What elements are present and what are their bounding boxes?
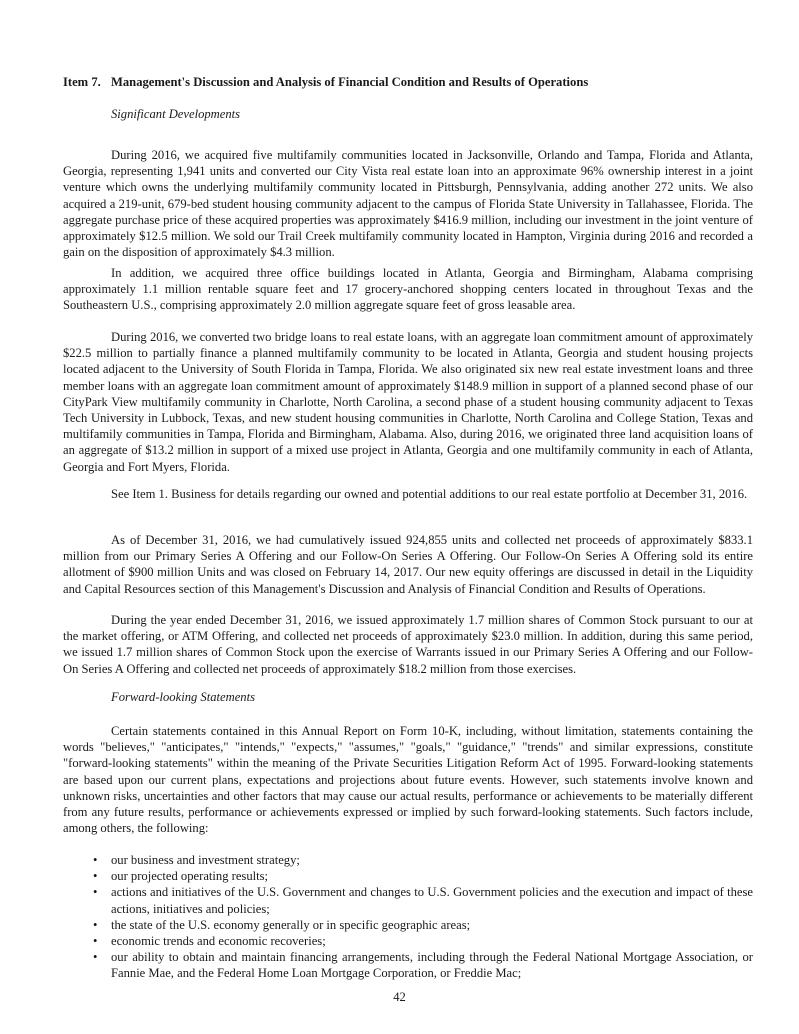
bullet-icon: •: [93, 934, 98, 949]
paragraph-forward-looking: Certain statements contained in this Annual Report on Form 10-K, including, without limitation, statements containing the words "believes," "anticipates," "intends," "expects," "assumes," "goals," "guidance," "trends" and similar expressions, constitute "forward-looking statements" within the meaning of the Private Securities Litigation Reform Act of 1995. Forward-looking statements are based upon our current plans, expectations and projections about future events. However, such statements involve known and unknown risks, uncertainties and other factors that may cause our actual results, performance or achievements to be materially different from any future results, performance or achievements expressed or implied by such forward-looking statements. Such factors include, among others, the following:: [63, 724, 753, 836]
bullet-icon: •: [93, 917, 98, 932]
list-item: • the state of the U.S. economy generally or in specific geographic areas;: [93, 917, 471, 932]
bullet-icon: •: [93, 853, 98, 867]
paragraph-see-item-1: See Item 1. Business for details regarding our owned and potential additions to our real estate portfolio at December 31, 2016.: [111, 487, 748, 501]
list-item: • economic trends and economic recoveries;: [93, 934, 326, 949]
list-item: • our business and investment strategy;: [93, 853, 300, 867]
risk-factor-list: [63, 852, 753, 982]
section-title-significant-developments: Significant Developments: [111, 107, 241, 121]
bullet-icon: •: [93, 869, 98, 884]
bullet-icon: •: [93, 885, 98, 900]
list-item: • our ability to obtain and maintain financing arrangements, including through the Federal National Mortgage Association, or Fannie Mae, and the Federal Home Loan Mortgage Corporation, or Freddie Mac;: [93, 950, 753, 981]
paragraph-series-a-offering: As of December 31, 2016, we had cumulatively issued 924,855 units and collected net proceeds of approximately $833.1 million from our Primary Series A Offering and our Follow-On Series A Offering. Our Follow-On Series A Offering sold its entire allotment of $900 million Units and was closed on February 14, 2017. Our new equity offerings are discussed in detail in the Liquidity and Capital Resources section of this Management's Discussion and Analysis of Financial Condition and Results of Operations.: [63, 533, 753, 596]
item-number: Item 7.: [63, 75, 101, 89]
paragraph-loans: During 2016, we converted two bridge loans to real estate loans, with an aggregate loan commitment amount of approximately $22.5 million to partially finance a planned multifamily community to be located in Atlanta, Georgia and student housing projects located adjacent to the University of South Florida in Tampa, Florida. We also originated six new real estate investment loans and three member loans with an aggregate loan commitment amount of approximately $148.9 million in support of a planned second phase of our CityPark View multifamily community in Charlotte, North Carolina, a second phase of a student housing community adjacent to Texas Tech University in Lubbock, Texas, and new student housing communities in Charlotte, North Carolina and College Station, Texas and multifamily communities in Tampa, Florida and Birmingham, Alabama. Also, during 2016, we originated three land acquisition loans of an aggregate of $13.2 million in support of a mixed use project in Atlanta, Georgia and one multifamily community in each of Atlanta, Georgia and Fort Myers, Florida.: [63, 330, 753, 474]
list-item: • actions and initiatives of the U.S. Government and changes to U.S. Government policies and the execution and impact of these actions, initiatives and policies;: [93, 885, 753, 916]
item-title: Management's Discussion and Analysis of Financial Condition and Results of Operations: [111, 75, 589, 89]
page-number: 42: [393, 990, 406, 1004]
bullet-icon: •: [93, 950, 98, 965]
list-item: • our projected operating results;: [93, 869, 269, 884]
item-heading: [63, 74, 588, 90]
paragraph-atm-offering: During the year ended December 31, 2016, we issued approximately 1.7 million shares of Common Stock pursuant to our at the market offering, or ATM Offering, and collected net proceeds of approximately $23.0 million. In addition, during this same period, we issued 1.7 million shares of Common Stock upon the exercise of Warrants issued in our Primary Series A Offering and our Follow-On Series A Offering and collected net proceeds of approximately $18.2 million from those exercises.: [63, 613, 753, 676]
section-title-forward-looking: Forward-looking Statements: [111, 690, 255, 704]
paragraph-acquisitions: During 2016, we acquired five multifamily communities located in Jacksonville, Orlando and Tampa, Florida and Atlanta, Georgia, representing 1,941 units and converted our City Vista real estate loan into an approximate 96% ownership interest in a joint venture which owns the underlying multifamily community located in Pittsburgh, Pennsylvania, adding another 272 units. We also acquired a 219-unit, 679-bed student housing community adjacent to the campus of Florida State University in Tallahassee, Florida. The aggregate purchase price of these acquired properties was approximately $416.9 million, including our investment in the joint venture of approximately $12.5 million. We sold our Trail Creek multifamily community located in Hampton, Virginia during 2016 and recorded a gain on the disposition of approximately $4.3 million.: [63, 148, 753, 260]
paragraph-office-buildings: In addition, we acquired three office buildings located in Atlanta, Georgia and Birmingham, Alabama comprising approximately 1.1 million rentable square feet and 17 grocery-anchored shopping centers located in throughout Texas and the Southeastern U.S., comprising approximately 2.0 million aggregate square feet of gross leasable area.: [63, 266, 753, 313]
